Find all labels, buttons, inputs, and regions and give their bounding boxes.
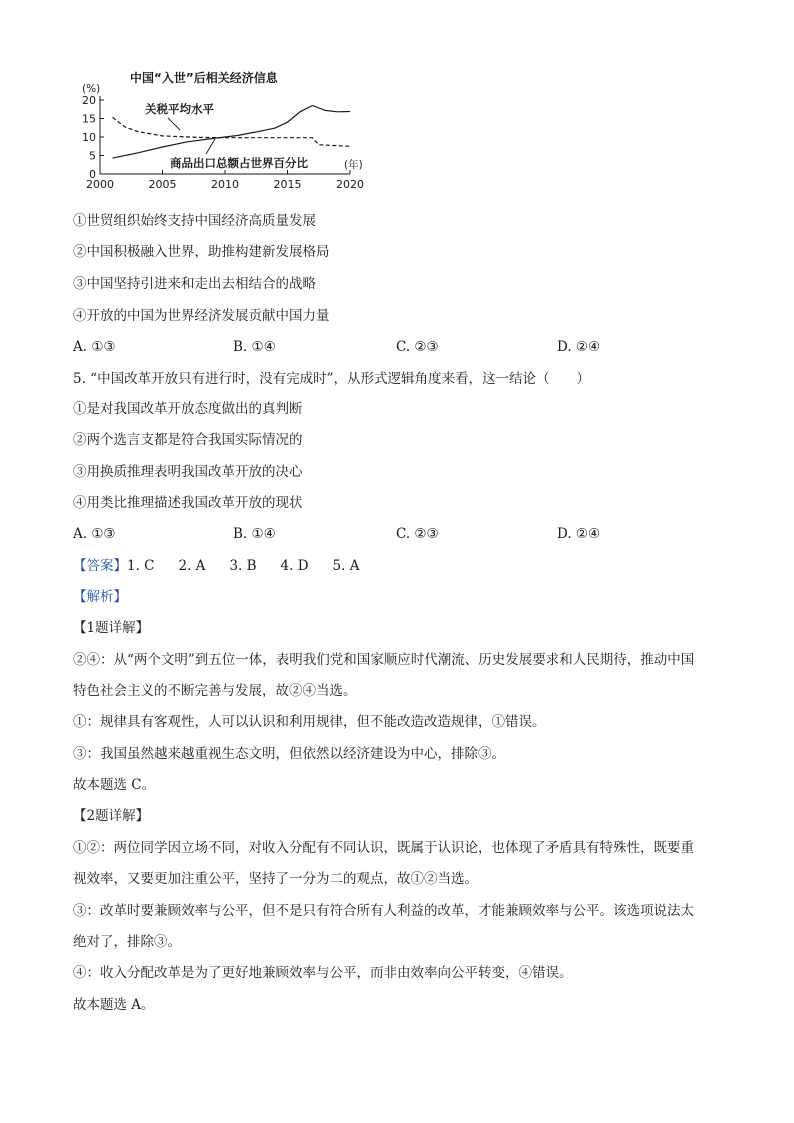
x-unit-label: (年) bbox=[344, 159, 363, 171]
q4-choice-a: A. ①③ bbox=[73, 339, 116, 355]
series-label-export: 商品出口总额占世界百分比 bbox=[170, 156, 308, 170]
x-tick-label: 2015 bbox=[273, 178, 302, 191]
q4-option-2: ②中国积极融入世界，助推构建新发展格局 bbox=[73, 244, 330, 260]
detail2-line-1: ①②：两位同学因立场不同，对收入分配有不同认识，既属于认识论，也体现了矛盾具有特殊性，既要重 bbox=[73, 840, 694, 856]
q4-option-1: ①世贸组织始终支持中国经济高质量发展 bbox=[73, 213, 316, 229]
x-tick-label: 2000 bbox=[86, 178, 114, 191]
detail2-line-4: 绝对了，排除③。 bbox=[73, 934, 181, 950]
q5-option-4: ④用类比推理描述我国改革开放的现状 bbox=[73, 495, 303, 511]
series-line-tariff bbox=[113, 117, 351, 146]
answer-2: 2. A bbox=[178, 558, 206, 574]
detail1-line-3: ①：规律具有客观性，人可以认识和利用规律，但不能改造改造规律，①错误。 bbox=[73, 714, 546, 730]
x-tick-label: 2010 bbox=[211, 178, 239, 191]
answer-1: 1. C bbox=[127, 558, 155, 574]
series-label-tariff: 关税平均水平 bbox=[145, 102, 214, 116]
y-tick-label: 5 bbox=[89, 149, 96, 163]
q5-stem: 5. “中国改革开放只有进行时，没有完成时”，从形式逻辑角度来看，这一结论（ ） bbox=[73, 371, 590, 387]
series-leader-tariff bbox=[168, 118, 180, 130]
detail2-conclusion: 故本题选 A。 bbox=[73, 997, 155, 1013]
q4-option-3: ③中国坚持引进来和走出去相结合的战略 bbox=[73, 276, 316, 292]
q4-choice-c: C. ②③ bbox=[396, 339, 439, 355]
answer-3: 3. B bbox=[229, 558, 257, 574]
x-tick-label: 2020 bbox=[336, 178, 364, 191]
y-tick-label: 0 bbox=[89, 168, 96, 181]
y-tick-label: 20 bbox=[82, 94, 96, 107]
y-unit-label: (%) bbox=[82, 83, 101, 95]
series-leader-export bbox=[206, 139, 215, 154]
answer-row bbox=[73, 557, 359, 575]
q5-choice-d: D. ②④ bbox=[557, 526, 601, 542]
detail2-heading: 【2题详解】 bbox=[73, 808, 150, 824]
chart-title: 中国“入世”后相关经济信息 bbox=[130, 71, 278, 85]
q5-choice-b: B. ①④ bbox=[233, 526, 276, 542]
answer-label: 【答案】 bbox=[73, 558, 127, 574]
detail2-line-3: ③：改革时要兼顾效率与公平，但不是只有符合所有人利益的改革，才能兼顾效率与公平。该选项说法太 bbox=[73, 903, 694, 919]
detail1-line-1: ②④：从“两个文明”到五位一体，表明我们党和国家顺应时代潮流、历史发展要求和人民期待，推动中国 bbox=[73, 652, 695, 668]
economic-info-chart bbox=[70, 62, 380, 197]
q4-choice-b: B. ①④ bbox=[233, 339, 276, 355]
detail1-line-2: 特色社会主义的不断完善与发展，故②④当选。 bbox=[73, 683, 357, 699]
detail2-line-2: 视效率，又要更加注重公平，坚持了一分为二的观点，故①②当选。 bbox=[73, 871, 478, 887]
answer-5: 5. A bbox=[332, 558, 360, 574]
y-tick-label: 10 bbox=[82, 131, 96, 144]
detail1-conclusion: 故本题选 C。 bbox=[73, 777, 156, 793]
answer-4: 4. D bbox=[280, 558, 309, 574]
detail1-line-4: ③：我国虽然越来越重视生态文明，但依然以经济建设为中心，排除③。 bbox=[73, 746, 505, 762]
q4-choice-d: D. ②④ bbox=[557, 339, 601, 355]
detail1-heading: 【1题详解】 bbox=[73, 620, 150, 636]
q4-option-4: ④开放的中国为世界经济发展贡献中国力量 bbox=[73, 308, 330, 324]
detail2-line-5: ④：收入分配改革是为了更好地兼顾效率与公平，而非由效率向公平转变，④错误。 bbox=[73, 965, 573, 981]
q5-option-2: ②两个选言支都是符合我国实际情况的 bbox=[73, 432, 303, 448]
x-tick-labels bbox=[86, 170, 364, 191]
q5-option-1: ①是对我国改革开放态度做出的真判断 bbox=[73, 401, 303, 417]
q5-choice-a: A. ①③ bbox=[73, 526, 116, 542]
analysis-label: 【解析】 bbox=[73, 589, 127, 605]
y-tick-label: 15 bbox=[82, 112, 96, 126]
y-tick-labels bbox=[82, 94, 104, 181]
x-tick-label: 2005 bbox=[148, 178, 177, 191]
q5-option-3: ③用换质推理表明我国改革开放的决心 bbox=[73, 464, 303, 480]
q5-choice-c: C. ②③ bbox=[396, 526, 439, 542]
